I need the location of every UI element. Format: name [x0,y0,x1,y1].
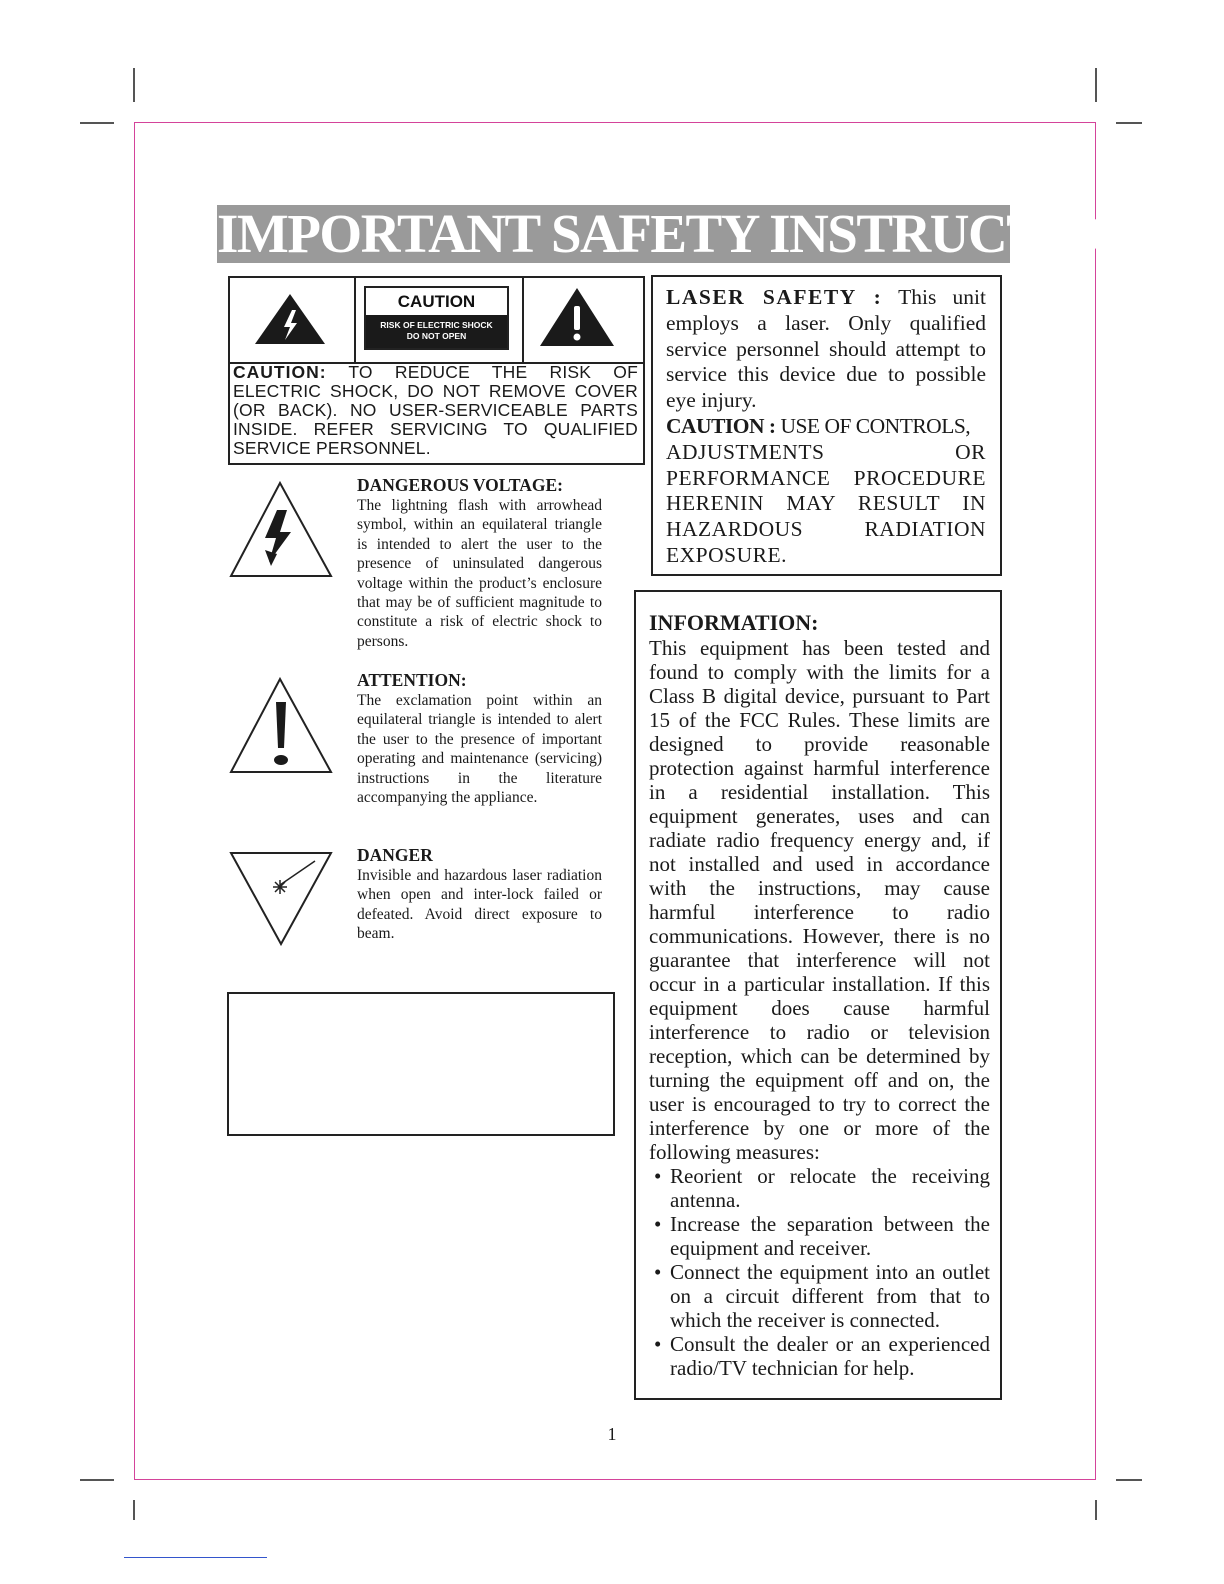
laser-safety-lead: LASER SAFETY : [666,285,883,309]
danger-explanation [357,844,602,944]
voltage-explanation [357,474,602,651]
bullet: • [654,1260,662,1284]
caution-label [364,286,509,350]
lightning-warning-icon [229,480,335,580]
page-title: IMPORTANT SAFETY INSTRUCTION [217,203,1141,264]
caution-icon-cell [524,278,643,362]
list-item [649,1164,990,1212]
crop-mark [133,68,135,102]
measure-text: Connect the equipment into an outlet on a circuit different from that to which the receiver is connected. [670,1260,990,1332]
lightning-triangle-icon [230,278,356,360]
exclamation-triangle-icon [524,278,643,360]
danger-text: Invisible and hazardous laser radiation when open and inter-lock failed or defeated. Avoid direct exposure to beam. [357,867,602,943]
crop-mark [1116,1479,1142,1481]
information-box [634,590,1002,1400]
laser-caution-lead: CAUTION : [666,413,776,438]
laser-danger-icon [229,850,335,948]
laser-caution [666,414,986,440]
list-item [649,1332,990,1380]
caution-label-line: RISK OF ELECTRIC SHOCK [380,320,493,330]
link-underline[interactable] [124,1557,267,1558]
laser-caution-part1: USE OF CONTROLS, [775,413,971,438]
caution-label-title: CAUTION [397,292,476,311]
laser-safety-box [651,275,1002,576]
measure-text: Increase the separation between the equipment and receiver. [670,1212,990,1260]
bullet: • [654,1212,662,1236]
exclamation-warning-icon [229,676,335,776]
attention-explanation [357,669,602,807]
information-heading: INFORMATION: [649,610,819,635]
bullet: • [654,1332,662,1356]
caution-text [233,363,638,458]
list-item [649,1212,990,1260]
caution-text-body: TO REDUCE THE RISK OF ELECTRIC SHOCK, DO NOT REMOVE COVER (OR BACK). NO USER-SERVICEABLE PARTS INSIDE. REFER SERVICING TO QUALIFIED SERVICE PERSONNEL. [233,362,638,458]
voltage-text: The lightning flash with arrowhead symbol, within an equilateral triangle is intended to alert the user to the presence of uninsulated dangerous voltage within the product’s enclosure that may be of sufficient magnitude to constitute a risk of electric shock to persons. [357,497,602,650]
crop-mark [80,1479,114,1481]
voltage-heading: DANGEROUS VOLTAGE: [357,475,563,495]
crop-mark [1116,122,1142,124]
caution-text-lead: CAUTION: [233,362,327,382]
crop-mark [1095,68,1097,102]
attention-heading: ATTENTION: [357,670,467,690]
bullet: • [654,1164,662,1188]
crop-mark [80,122,114,124]
attention-text: The exclamation point within an equilateral triangle is intended to alert the user to the presence of important operating and maintenance (servicing) instructions in the literature accompanying the appliance. [357,692,602,807]
caution-label-warning [366,315,507,348]
crop-mark [133,1500,135,1520]
caution-icon-cell [230,278,356,362]
caution-label-line: DO NOT OPEN [406,331,467,341]
laser-safety-body: This unit employs a laser. Only qualified service personnel should attempt to service this device due to possible eye injury. [666,285,986,413]
danger-heading: DANGER [357,845,433,865]
page-number: 1 [607,1424,617,1444]
information-body: This equipment has been tested and found to comply with the limits for a Class B digital device, pursuant to Part 15 of the FCC Rules. These limits are designed to provide reasonable protection against harmful interference in a residential installation. This equipment generates, uses and can radiate radio frequency energy and, if not installed and used in accordance with the instructions, may cause harmful interference to radio communications. However, there is no guarantee that interference will not occur in a particular installation. If this equipment does cause harmful interference to radio or television reception, which can be determined by turning the equipment off and on, the user is encouraged to try to correct the interference by one or more of the following measures: [649,636,990,1164]
measure-text: Consult the dealer or an experienced radio/TV technician for help. [670,1332,990,1380]
list-item [649,1260,990,1332]
measures-list [649,1164,990,1380]
crop-mark [1095,1500,1097,1520]
measure-text: Reorient or relocate the receiving antenna. [670,1164,990,1212]
laser-caution-part2: ADJUSTMENTS OR PERFORMANCE PROCEDURE HERENIN MAY RESULT IN HAZARDOUS RADIATION EXPOSURE. [666,439,986,567]
blank-box [227,992,615,1136]
